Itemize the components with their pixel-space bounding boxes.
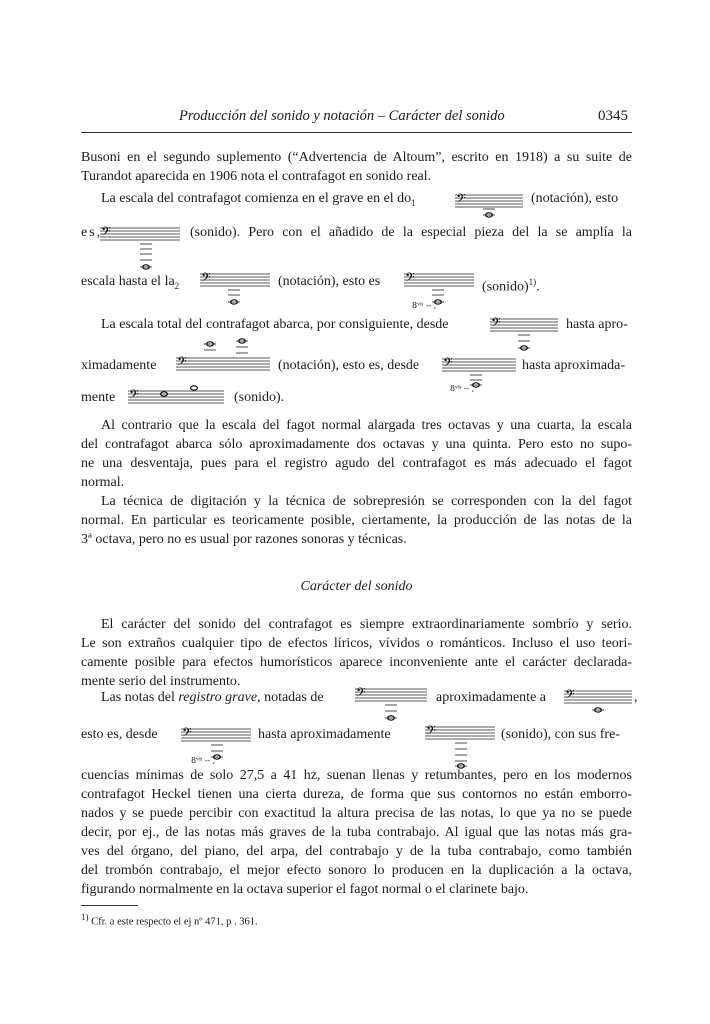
body-line: cuencias mínimas de solo 27,5 a 41 hz, suenan llenas y retumbantes, pero en los modernos [81,768,632,783]
running-header-title: Producción del sonido y notación – Carácter del sonido [179,108,505,124]
body-text: mente [81,390,116,405]
music-example-upper-notation [176,338,270,378]
body-text: , [634,690,638,705]
body-line: del contrafagot abarca sólo aproximadamente dos octavas y una quinta. Pero esto no supo- [81,437,632,452]
ottava-bassa-mark: 8ᵛᵇ -- , [450,384,475,393]
body-text: (sonido), con sus fre- [501,727,620,742]
bass-clef-icon: 𝄢 [456,191,466,209]
music-example-grave-from [355,683,427,725]
music-example-la2-sound [404,268,474,310]
bass-clef-icon: 𝄢 [491,315,501,333]
body-text: (notación), esto [531,191,619,206]
body-line: figurando normalmente en la octava superior el fagot normal o el clarinete bajo. [81,882,529,897]
bass-clef-icon: 𝄢 [201,270,211,288]
bass-clef-icon: 𝄢 [101,224,111,242]
music-example-do1-sound [100,222,180,272]
footnote: $^{1)}$ Cfr. a este respecto el ej nº 471, p . 361. [81,912,258,928]
music-example-la2-notation [200,268,270,310]
bass-clef-icon: 𝄢 [426,723,436,741]
body-line: nados y se puede percibir con exactitud la altura precisa de las notas, lo que ya no se puede [81,806,632,821]
body-line: del trombón contrabajo, el mejor efecto sonoro lo producen en la duplicación a la octava, [81,863,632,878]
music-example-do1-notation [455,187,523,219]
body-text: hasta aproximada- [522,358,626,373]
header-rule [81,132,632,133]
body-line: mente serio del instrumento. [81,674,241,689]
body-text: aproximadamente a [436,690,547,705]
body-line: normal. En particular es teoricamente posible, ciertamente, la producción de las notas de la [81,513,632,528]
bass-clef-icon: 𝄢 [356,685,366,703]
body-line: Al contrario que la escala del fagot normal alargada tres octavas y una cuarta, la escala [101,418,632,433]
body-line: La técnica de digitación y la técnica de sobrepresión se corresponden con la del fagot [101,494,632,509]
bass-clef-icon: 𝄢 [182,725,192,743]
music-example-lowest-sound [442,351,516,393]
music-example-grave-sound-from [181,721,251,765]
body-text: esto es, desde [81,727,158,742]
bass-clef-icon: 𝄢 [177,354,187,372]
body-line: 3ª octava, pero no es usual por razones sonoras y técnicas. [81,532,407,547]
body-line: ne una desventaja, pues para el registro agudo del contrafagot es más adecuado el fagot [81,456,632,471]
bass-clef-icon: 𝄢 [405,270,415,288]
body-text: La escala total del contrafagot abarca, por consiguiente, desde [101,317,449,332]
body-text: hasta apro- [566,317,628,332]
music-example-grave-to [564,683,632,715]
ottava-bassa-mark: 8ᵛᵇ -- , [412,301,437,310]
section-title: Carácter del sonido [300,579,413,594]
body-text: escala hasta el $la_2$ [81,274,180,291]
body-text: (sonido). [234,390,285,405]
body-line: decir, por ej., de las notas más graves de la tuba contrabajo. Al igual que las notas más gra- [81,825,632,840]
body-line: contrafagot Heckel tienen una cierta dureza, de forma que sus contornos no están emborro- [81,787,632,802]
body-line: camente posible para efectos humorísticos aparece inconveniente ante el carácter declarada- [81,655,632,670]
music-example-grave-sound-to [425,721,495,771]
body-text: hasta aproximadamente [258,727,391,742]
whole-note [191,386,198,390]
body-text: (sonido). Pero con el añadido de la especial pieza del la se amplía la [190,225,632,240]
body-text: (notación), esto es [278,274,381,289]
bass-clef-icon: 𝄢 [565,687,575,705]
page-number: 0345 [598,108,628,124]
ottava-bassa-mark: 8ᵛᵇ -- , [191,756,216,765]
footnote-rule [81,905,138,906]
bass-clef-icon: 𝄢 [129,387,139,405]
body-line: Busoni en el segundo suplemento (“Advertencia de Altoum”, escrito en 1918) a su suite de [81,150,632,165]
music-example-lowest-note [490,313,558,353]
body-text: (sonido)$^{1)}$. [482,277,540,295]
body-line: Le son extraños cualquier tipo de efectos líricos, vívidos o románticos. Incluso el uso teori- [81,636,632,651]
body-text: es, [81,225,103,240]
body-text: La escala del contrafagot comienza en el grave en el $do_1$ [101,191,416,208]
body-line: Turandot aparecida en 1906 nota el contrafagot en sonido real. [81,169,432,184]
body-line: ves del órgano, del piano, del arpa, del contrabajo y de la tuba contrabajo, como también [81,844,632,859]
body-line: El carácter del sonido del contrafagot es siempre extraordinariamente sombrío y serio. [101,617,632,632]
body-line: normal. [81,475,125,490]
music-example-upper-sound [128,383,224,407]
body-text: Las notas del registro grave, notadas de [101,690,324,705]
bass-clef-icon: 𝄢 [443,355,453,373]
body-text: ximadamente [81,358,157,373]
body-text: (notación), esto es, desde [278,358,420,373]
